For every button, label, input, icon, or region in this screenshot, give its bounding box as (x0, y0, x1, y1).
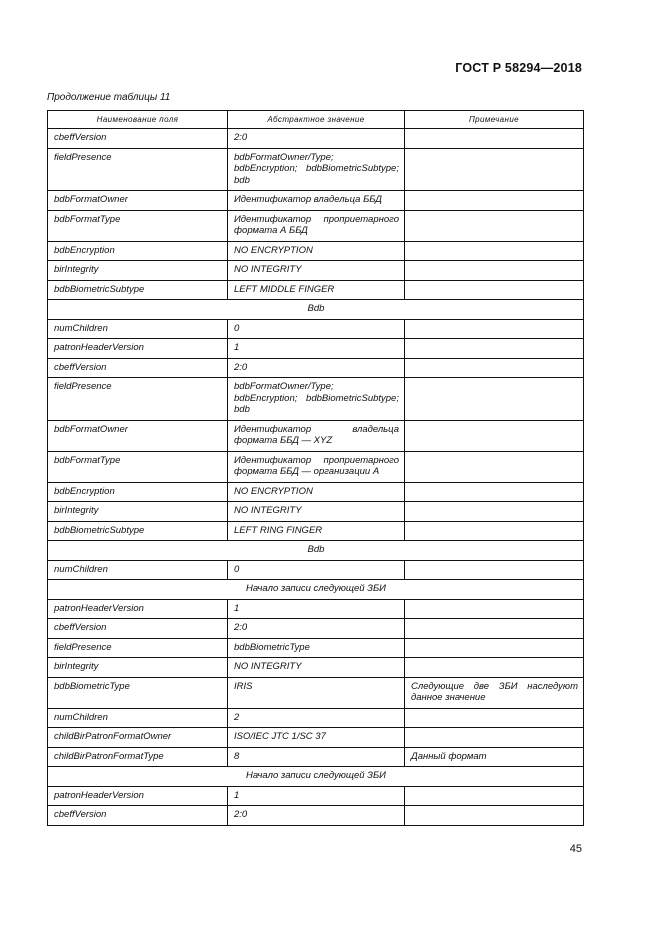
table-row (48, 806, 584, 826)
table-row (48, 521, 584, 541)
note-cell (405, 638, 584, 658)
page-number: 45 (569, 843, 582, 855)
abstract-value-cell: NO INTEGRITY (228, 261, 405, 281)
field-name-cell: bdbBiometricSubtype (48, 521, 228, 541)
table-row (48, 638, 584, 658)
note-cell (405, 210, 584, 241)
field-name-cell: childBirPatronFormatOwner (48, 728, 228, 748)
table-row (48, 129, 584, 149)
note-cell (405, 708, 584, 728)
field-name-cell: bdbBiometricType (48, 677, 228, 708)
note-cell (405, 191, 584, 211)
table-section-row (48, 767, 584, 787)
table-row (48, 378, 584, 421)
column-header-field: Наименование поля (48, 111, 228, 129)
note-cell (405, 241, 584, 261)
note-cell (405, 560, 584, 580)
abstract-value-cell: 2:0 (228, 619, 405, 639)
abstract-value-cell: NO INTEGRITY (228, 502, 405, 522)
note-cell (405, 599, 584, 619)
note-cell (405, 129, 584, 149)
table-row (48, 502, 584, 522)
table-row (48, 786, 584, 806)
section-label: Начало записи следующей ЗБИ (48, 767, 584, 787)
abstract-value-cell: NO ENCRYPTION (228, 482, 405, 502)
note-cell (405, 319, 584, 339)
abstract-value-cell: Идентификатор проприетарного формата ББД — организации А (228, 451, 405, 482)
field-name-cell: childBirPatronFormatType (48, 747, 228, 767)
abstract-value-cell: bdbBiometricType (228, 638, 405, 658)
abstract-value-cell: IRIS (228, 677, 405, 708)
abstract-value-cell: LEFT RING FINGER (228, 521, 405, 541)
note-cell (405, 619, 584, 639)
table-row (48, 319, 584, 339)
field-name-cell: bdbFormatOwner (48, 191, 228, 211)
abstract-value-cell: Идентификатор проприетарного формата А ББД (228, 210, 405, 241)
table-row (48, 451, 584, 482)
table-row (48, 658, 584, 678)
field-name-cell: cbeffVersion (48, 619, 228, 639)
field-name-cell: cbeffVersion (48, 358, 228, 378)
table-section-row (48, 541, 584, 561)
abstract-value-cell: 0 (228, 319, 405, 339)
note-cell (405, 378, 584, 421)
abstract-value-cell: 1 (228, 339, 405, 359)
table-row (48, 339, 584, 359)
abstract-value-cell: LEFT MIDDLE FINGER (228, 280, 405, 300)
section-label: Bdb (48, 300, 584, 320)
field-name-cell: patronHeaderVersion (48, 786, 228, 806)
table-row (48, 148, 584, 191)
data-table (47, 110, 584, 826)
note-cell: Следующие две ЗБИ наследуют данное значение (405, 677, 584, 708)
field-name-cell: bdbFormatType (48, 210, 228, 241)
note-cell (405, 482, 584, 502)
field-name-cell: bdbEncryption (48, 482, 228, 502)
table-row (48, 747, 584, 767)
field-name-cell: birIntegrity (48, 261, 228, 281)
table-row (48, 241, 584, 261)
abstract-value-cell: 0 (228, 560, 405, 580)
field-name-cell: bdbFormatType (48, 451, 228, 482)
note-cell (405, 420, 584, 451)
column-header-note: Примечание (405, 111, 584, 129)
abstract-value-cell: 2:0 (228, 129, 405, 149)
note-cell (405, 339, 584, 359)
note-cell (405, 148, 584, 191)
note-cell (405, 280, 584, 300)
field-name-cell: cbeffVersion (48, 806, 228, 826)
section-label: Начало записи следующей ЗБИ (48, 580, 584, 600)
abstract-value-cell: 8 (228, 747, 405, 767)
table-row (48, 708, 584, 728)
field-name-cell: numChildren (48, 708, 228, 728)
abstract-value-cell: 1 (228, 786, 405, 806)
note-cell (405, 521, 584, 541)
table-row (48, 358, 584, 378)
table-row (48, 482, 584, 502)
note-cell (405, 786, 584, 806)
note-cell (405, 261, 584, 281)
field-name-cell: bdbBiometricSubtype (48, 280, 228, 300)
table-row (48, 210, 584, 241)
table-row (48, 599, 584, 619)
table-body (48, 129, 584, 826)
table-caption: Продолжение таблицы 11 (47, 92, 171, 103)
note-cell (405, 728, 584, 748)
table-header-row (48, 111, 584, 129)
standard-number: ГОСТ Р 58294—2018 (455, 61, 582, 75)
table-row (48, 191, 584, 211)
abstract-value-cell: NO ENCRYPTION (228, 241, 405, 261)
abstract-value-cell: NO INTEGRITY (228, 658, 405, 678)
column-header-value: Абстрактное значение (228, 111, 405, 129)
field-name-cell: numChildren (48, 560, 228, 580)
abstract-value-cell: 2:0 (228, 358, 405, 378)
table-row (48, 280, 584, 300)
field-name-cell: patronHeaderVersion (48, 599, 228, 619)
table-section-row (48, 580, 584, 600)
field-name-cell: bdbFormatOwner (48, 420, 228, 451)
table-row (48, 677, 584, 708)
field-name-cell: bdbEncryption (48, 241, 228, 261)
abstract-value-cell: Идентификатор владельца формата ББД — XYZ (228, 420, 405, 451)
note-cell (405, 806, 584, 826)
field-name-cell: birIntegrity (48, 658, 228, 678)
field-name-cell: fieldPresence (48, 638, 228, 658)
field-name-cell: fieldPresence (48, 378, 228, 421)
field-name-cell: cbeffVersion (48, 129, 228, 149)
field-name-cell: fieldPresence (48, 148, 228, 191)
abstract-value-cell: bdbFormatOwner/Type; bdbEncryption; bdbBiometricSubtype; bdb (228, 148, 405, 191)
section-label: Bdb (48, 541, 584, 561)
abstract-value-cell: 2 (228, 708, 405, 728)
field-name-cell: numChildren (48, 319, 228, 339)
table-row (48, 728, 584, 748)
note-cell (405, 451, 584, 482)
table-row (48, 560, 584, 580)
table-section-row (48, 300, 584, 320)
note-cell (405, 358, 584, 378)
field-name-cell: patronHeaderVersion (48, 339, 228, 359)
note-cell (405, 658, 584, 678)
abstract-value-cell: Идентификатор владельца ББД (228, 191, 405, 211)
abstract-value-cell: 1 (228, 599, 405, 619)
abstract-value-cell: 2:0 (228, 806, 405, 826)
table-row (48, 261, 584, 281)
field-name-cell: birIntegrity (48, 502, 228, 522)
note-cell (405, 502, 584, 522)
table-row (48, 619, 584, 639)
abstract-value-cell: bdbFormatOwner/Type; bdbEncryption; bdbBiometricSubtype; bdb (228, 378, 405, 421)
note-cell: Данный формат (405, 747, 584, 767)
table-row (48, 420, 584, 451)
abstract-value-cell: ISO/IEC JTC 1/SC 37 (228, 728, 405, 748)
